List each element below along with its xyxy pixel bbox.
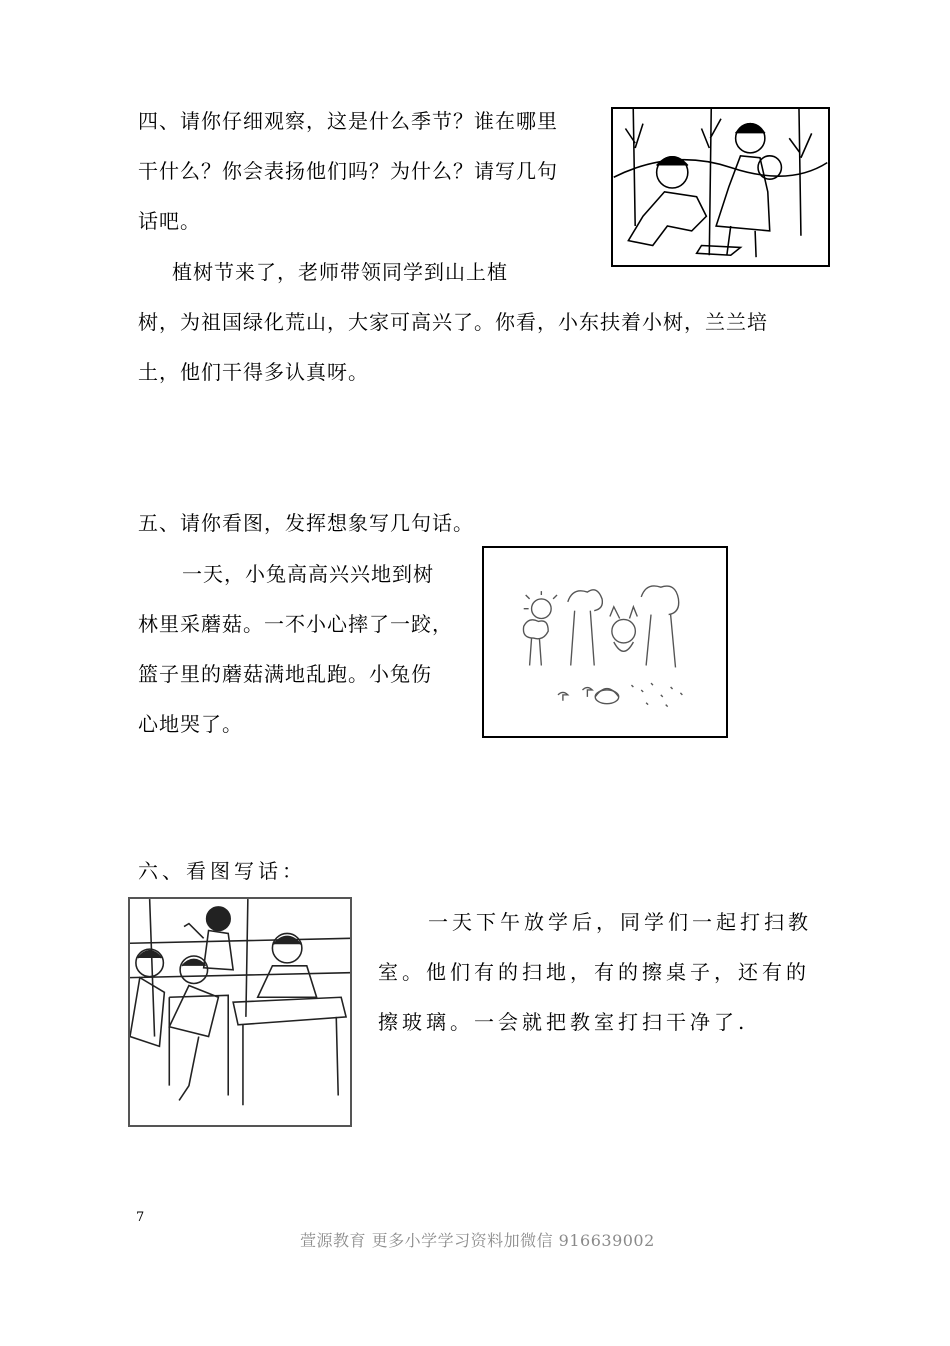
- classroom-cleaning-illustration: [128, 897, 352, 1127]
- footer-watermark: 萱源教育 更多小学学习资料加微信 916639002: [300, 1231, 655, 1250]
- section5-answer-line-1: 一天，小兔高高兴兴地到树: [182, 562, 434, 586]
- section4-question-line-2: 干什么？你会表扬他们吗？为什么？请写几句: [138, 159, 558, 183]
- section6-answer-line-2: 室。他们有的扫地，有的擦桌子，还有的: [378, 960, 810, 984]
- section4-question-line-3: 话吧。: [138, 209, 201, 233]
- section4-answer-line-3: 土，他们干得多认真呀。: [138, 360, 369, 384]
- section5-question: 五、请你看图，发挥想象写几句话。: [138, 511, 474, 535]
- section5-answer-line-4: 心地哭了。: [138, 712, 243, 736]
- section4-answer-line-2: 树，为祖国绿化荒山，大家可高兴了。你看，小东扶着小树，兰兰培: [138, 310, 768, 334]
- page-number: 7: [136, 1210, 145, 1225]
- rabbit-mushroom-illustration: [482, 546, 728, 738]
- section5-answer-line-3: 篮子里的蘑菇满地乱跑。小兔伤: [138, 662, 432, 686]
- section6-question: 六、看图写话：: [138, 859, 306, 883]
- section6-answer-line-1: 一天下午放学后，同学们一起打扫教: [428, 910, 812, 934]
- section6-answer-line-3: 擦玻璃。一会就把教室打扫干净了.: [378, 1010, 749, 1034]
- section4-answer-line-1: 植树节来了，老师带领同学到山上植: [172, 260, 508, 284]
- section5-answer-line-2: 林里采蘑菇。一不小心摔了一跤，: [138, 612, 453, 636]
- tree-planting-illustration: [611, 107, 830, 267]
- section4-question-line-1: 四、请你仔细观察，这是什么季节？谁在哪里: [138, 109, 558, 133]
